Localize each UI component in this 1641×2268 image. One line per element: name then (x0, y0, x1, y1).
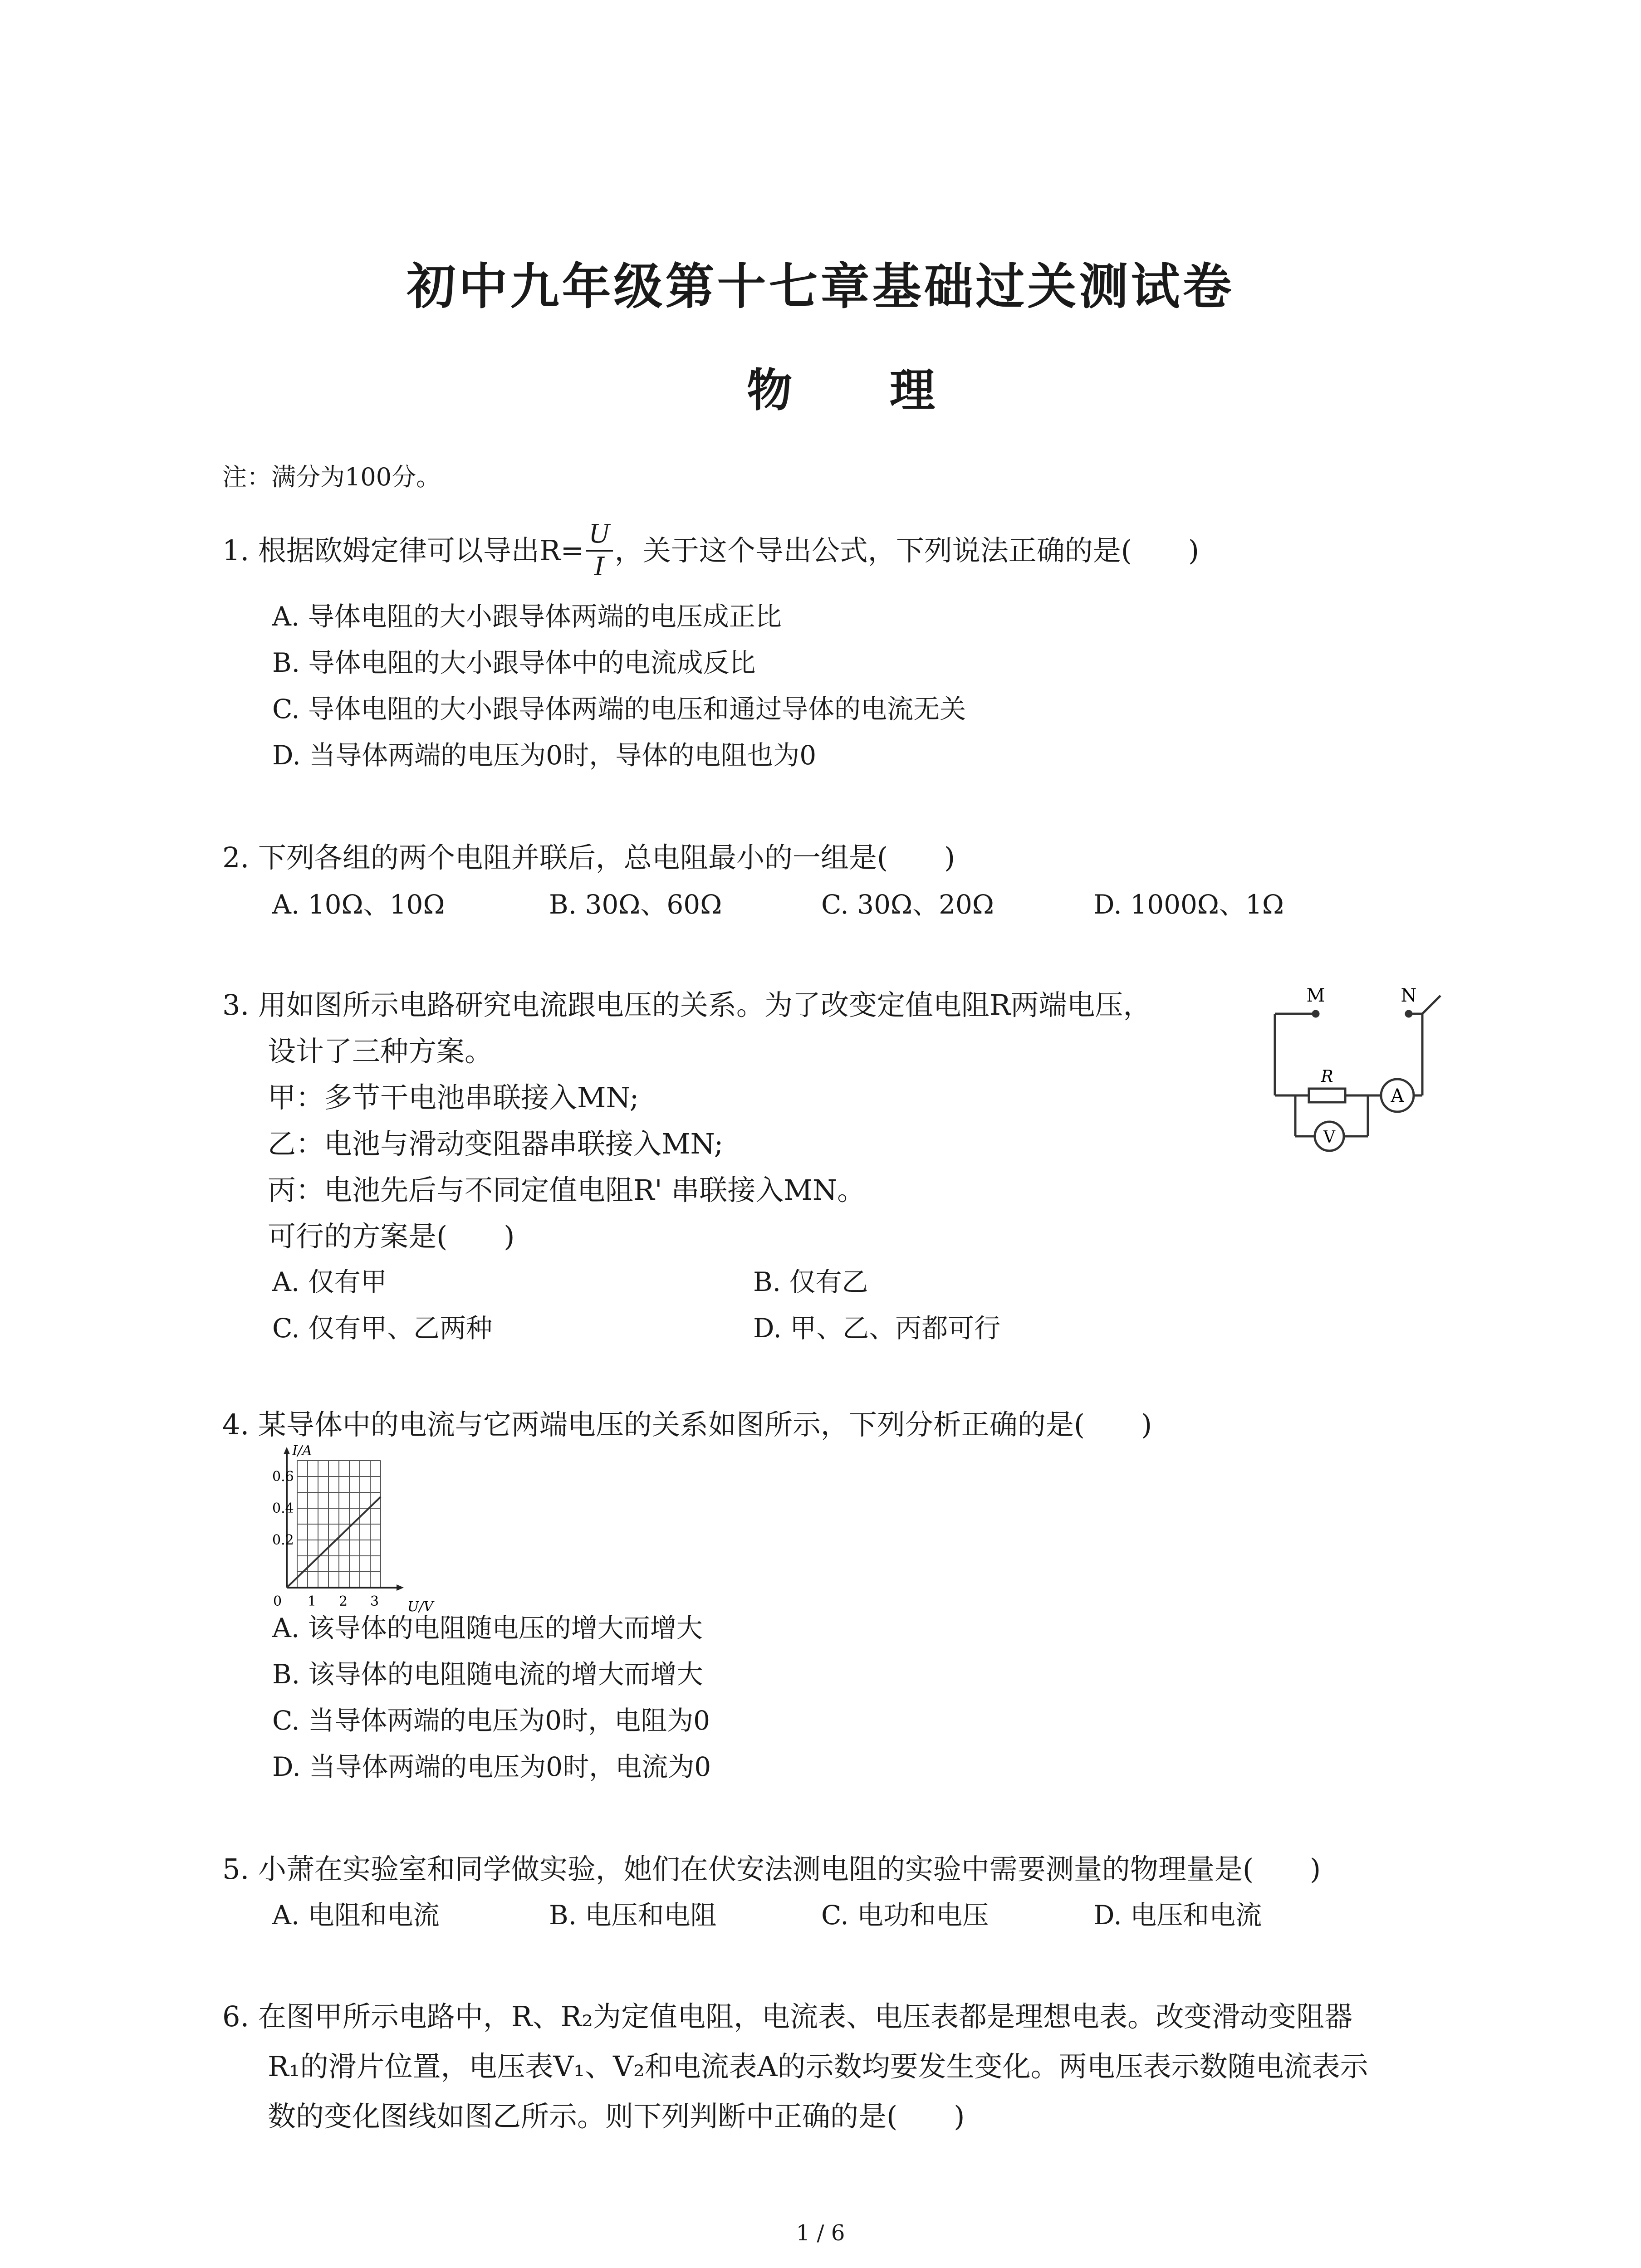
q3-option-d: D. 甲、乙、丙都可行 (753, 1313, 1001, 1344)
q3-plan-yi: 乙：电池与滑动变阻器串联接入MN; (268, 1127, 724, 1160)
y-tick-label: 0.6 (272, 1469, 294, 1485)
q1-option-d: D. 当导体两端的电压为0时，导体的电阻也为0 (272, 740, 817, 771)
fraction (586, 519, 613, 582)
q3-option-a: A. 仅有甲 (272, 1266, 387, 1297)
q3-stem-line-2: 设计了三种方案。 (268, 1035, 493, 1068)
origin-label: 0 (273, 1593, 282, 1609)
q1-option-b: B. 导体电阻的大小跟导体中的电流成反比 (272, 647, 756, 678)
q3-question: 可行的方案是( ) (268, 1220, 515, 1253)
page-title: 初中九年级第十七章基础过关测试卷 (407, 258, 1234, 315)
fraction-denominator: I (594, 552, 605, 582)
q4-option-d: D. 当导体两端的电压为0时，电流为0 (272, 1751, 711, 1782)
q1-stem-pre: 1. 根据欧姆定律可以导出R= (222, 534, 584, 567)
subject-title: 物 理 (747, 363, 976, 417)
node-m-label: M (1306, 985, 1325, 1006)
y-tick-label: 0.2 (272, 1532, 294, 1548)
q3-plan-bing: 丙：电池先后与不同定值电阻R' 串联接入MN。 (268, 1173, 866, 1207)
q4-option-c: C. 当导体两端的电压为0时，电阻为0 (272, 1705, 710, 1736)
y-axis-label: I/A (292, 1443, 312, 1459)
q2-stem: 2. 下列各组的两个电阻并联后，总电阻最小的一组是( ) (222, 841, 955, 874)
x-tick-label: 1 (308, 1593, 317, 1609)
q3-stem-line-1: 3. 用如图所示电路研究电流跟电压的关系。为了改变定值电阻R两端电压， (222, 988, 1151, 1022)
q3-option-c: C. 仅有甲、乙两种 (272, 1313, 493, 1344)
q4-stem: 4. 某导体中的电流与它两端电压的关系如图所示，下列分析正确的是( ) (222, 1408, 1152, 1441)
voltmeter-icon: V (1323, 1128, 1335, 1147)
q5-option-d: D. 电压和电流 (1093, 1900, 1262, 1931)
score-note: 注：满分为100分。 (222, 463, 441, 491)
q4-option-a: A. 该导体的电阻随电压的增大而增大 (272, 1613, 703, 1643)
q1-stem-post: ，关于这个导出公式，下列说法正确的是( ) (614, 534, 1200, 567)
iu-graph (254, 1442, 449, 1615)
q3-plan-jia: 甲：多节干电池串联接入MN; (268, 1081, 639, 1114)
x-tick-label: 2 (339, 1593, 348, 1609)
question-1 (222, 519, 1200, 582)
q3-option-b: B. 仅有乙 (753, 1266, 868, 1297)
q6-stem-line-2: R₁的滑片位置，电压表V₁、V₂和电流表A的示数均要发生变化。两电压表示数随电流表示 (268, 2050, 1368, 2083)
node-n-label: N (1401, 985, 1417, 1006)
q2-option-b: B. 30Ω、60Ω (549, 889, 722, 920)
circuit-diagram (1266, 984, 1456, 1166)
q5-option-c: C. 电功和电压 (821, 1900, 989, 1931)
q5-option-b: B. 电压和电阻 (549, 1900, 717, 1931)
ammeter-icon: A (1391, 1085, 1404, 1106)
page-number: 1 / 6 (796, 2220, 845, 2246)
q5-option-a: A. 电阻和电流 (272, 1900, 440, 1931)
q5-stem: 5. 小萧在实验室和同学做实验，她们在伏安法测电阻的实验中需要测量的物理量是( ) (222, 1853, 1321, 1886)
fraction-numerator: U (586, 522, 613, 552)
x-tick-label: 3 (370, 1593, 379, 1609)
q1-option-c: C. 导体电阻的大小跟导体两端的电压和通过导体的电流无关 (272, 694, 966, 724)
q2-option-d: D. 1000Ω、1Ω (1093, 889, 1284, 920)
q6-stem-line-3: 数的变化图线如图乙所示。则下列判断中正确的是( ) (268, 2100, 965, 2133)
q1-option-a: A. 导体电阻的大小跟导体两端的电压成正比 (272, 601, 782, 632)
y-tick-label: 0.4 (272, 1501, 294, 1516)
q2-option-a: A. 10Ω、10Ω (272, 889, 445, 920)
resistor-label: R (1321, 1067, 1333, 1086)
q2-option-c: C. 30Ω、20Ω (821, 889, 994, 920)
q4-option-b: B. 该导体的电阻随电流的增大而增大 (272, 1659, 703, 1690)
x-axis-label: U/V (407, 1599, 434, 1615)
q6-stem-line-1: 6. 在图甲所示电路中，R、R₂为定值电阻，电流表、电压表都是理想电表。改变滑动变阻器 (222, 2000, 1353, 2033)
